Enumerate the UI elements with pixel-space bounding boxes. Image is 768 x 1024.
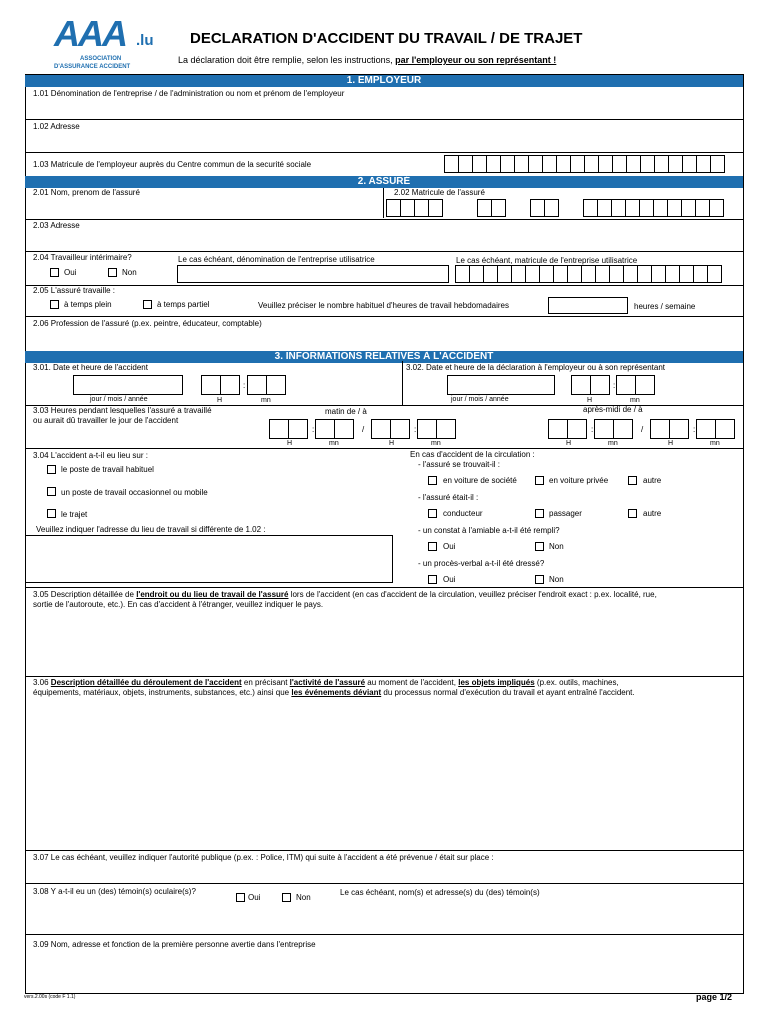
matricule-assure-cells-a[interactable] — [387, 199, 443, 217]
section-employeur-header: 1. EMPLOYEUR — [25, 75, 743, 87]
sep-colon-3: : — [312, 425, 315, 434]
field-2-03[interactable] — [26, 231, 742, 249]
label-se-trouvait: - l'assuré se trouvait-il : — [418, 460, 500, 469]
label-poste-occasionnel: un poste de travail occasionnel ou mobile — [61, 488, 208, 497]
label-3-06-line1 — [33, 678, 619, 687]
heure-accident-h[interactable] — [202, 375, 240, 395]
checkbox-conducteur[interactable] — [428, 509, 437, 518]
label-circulation: En cas d'accident de la circulation : — [410, 450, 535, 459]
apres-debut-h[interactable] — [549, 419, 587, 439]
checkbox-pv-oui[interactable] — [428, 575, 437, 584]
text-3-06-i: les événements déviant — [291, 688, 382, 697]
sep-slash-1: / — [362, 425, 365, 434]
label-3-04: 3.04 L'accident a-t-il eu lieu sur : — [33, 451, 148, 460]
apres-fin-mn[interactable] — [697, 419, 735, 439]
hint-h-5: H — [566, 440, 572, 447]
label-etait: - l'assuré était-il : — [418, 493, 479, 502]
field-3-09[interactable] — [26, 950, 742, 990]
label-autre-2: autre — [643, 509, 662, 518]
hint-jma: jour / mois / année — [90, 396, 148, 403]
hint-h-3: H — [287, 440, 293, 447]
checkbox-constat-non[interactable] — [535, 542, 544, 551]
text-3-06-c: en précisant — [241, 678, 290, 687]
logo-line1: ASSOCIATION — [80, 56, 122, 62]
checkbox-pv-non[interactable] — [535, 575, 544, 584]
sep-colon-6: : — [693, 425, 696, 434]
label-3-07: 3.07 Le cas échéant, veuillez indiquer l'autorité publique (p.ex. : Police, ITM) qui suite à l'accident a été prévenue / était sur place : — [33, 853, 494, 862]
text-3-06-f: les objets impliqués — [458, 678, 535, 687]
sep-colon-5: : — [591, 425, 594, 434]
hint-jma-2: jour / mois / année — [451, 396, 509, 403]
sep-colon: : — [243, 381, 246, 390]
label-conducteur: conducteur — [443, 509, 483, 518]
label-1-02: 1.02 Adresse — [33, 122, 80, 131]
label-poste-habituel: le poste de travail habituel — [61, 465, 154, 474]
field-entreprise-utilisatrice[interactable] — [177, 265, 449, 283]
section-accident-header: 3. INFORMATIONS RELATIVES À L'ACCIDENT — [25, 351, 743, 363]
field-date-declaration[interactable] — [447, 375, 555, 395]
hint-h-6: H — [668, 440, 674, 447]
label-temoins-noms: Le cas échéant, nom(s) et adresse(s) du (des) témoin(s) — [340, 888, 540, 897]
hint-mn-2: mn — [630, 397, 640, 404]
matin-debut-h[interactable] — [270, 419, 308, 439]
label-3-08: 3.08 Y a-t-il eu un (des) témoin(s) oculaire(s)? — [33, 887, 196, 896]
label-2-05: 2.05 L'assuré travaille : — [33, 286, 116, 295]
text-3-06-a: 3.06 — [33, 678, 51, 687]
label-2-01: 2.01 Nom, prenom de l'assuré — [33, 188, 140, 197]
label-temps-plein: à temps plein — [64, 300, 112, 309]
matin-debut-mn[interactable] — [316, 419, 354, 439]
label-pv-non: Non — [549, 575, 564, 584]
checkbox-autre-2[interactable] — [628, 509, 637, 518]
text-3-05-c: lors de l'accident (en cas d'accident de la circulation, veuillez préciser l'endroit exact : p.ex. localité, rue, — [288, 590, 657, 599]
version-label: vers.2.00s (code F 1.1) — [24, 994, 76, 1000]
checkbox-trajet[interactable] — [47, 509, 56, 518]
checkbox-voiture-societe[interactable] — [428, 476, 437, 485]
label-3-02: 3.02. Date et heure de la déclaration à l'employeur ou à son représentant — [406, 363, 666, 372]
label-matin: matin de / à — [325, 407, 367, 416]
label-voiture-societe: en voiture de société — [443, 476, 517, 485]
label-3-05-line1 — [33, 590, 657, 599]
field-2-01[interactable] — [26, 198, 381, 216]
label-2-02: 2.02 Matricule de l'assuré — [394, 188, 485, 197]
label-1-01: 1.01 Dénomination de l'entreprise / de l'administration ou nom et prénom de l'employeur — [33, 89, 345, 98]
apres-debut-mn[interactable] — [595, 419, 633, 439]
text-3-05-a: 3.05 Description détaillée de — [33, 590, 137, 599]
checkbox-constat-oui[interactable] — [428, 542, 437, 551]
hint-mn-3: mn — [329, 440, 339, 447]
label-temoin-non: Non — [296, 893, 311, 902]
checkbox-temps-partiel[interactable] — [143, 300, 152, 309]
field-temoins[interactable] — [336, 898, 742, 932]
label-3-06-line2 — [33, 688, 635, 697]
logo-line2: D'ASSURANCE ACCIDENT — [54, 64, 131, 70]
subtitle-emphasis: par l'employeur ou son représentant ! — [395, 55, 557, 65]
text-3-06-j: du processus normal d'exécution du travail et ayant entraîné l'accident. — [381, 688, 635, 697]
checkbox-interimaire-non[interactable] — [108, 268, 117, 277]
page-title: DECLARATION D'ACCIDENT DU TRAVAIL / DE TRAJET — [190, 30, 583, 47]
checkbox-voiture-privee[interactable] — [535, 476, 544, 485]
text-3-06-d: l'activité de l'assuré — [289, 678, 366, 687]
hint-mn-5: mn — [608, 440, 618, 447]
label-proces-verbal: - un procès-verbal a-t-il été dressé? — [418, 559, 545, 568]
label-3-03-b: ou aurait dû travailler le jour de l'accident — [33, 416, 179, 425]
text-3-06-b: Description détaillée du déroulement de l'accident — [50, 678, 242, 687]
matricule-assure-cells-d[interactable] — [584, 199, 724, 217]
checkbox-poste-occasionnel[interactable] — [47, 487, 56, 496]
section-assure-header: 2. ASSURÉ — [25, 176, 743, 188]
apres-fin-h[interactable] — [651, 419, 689, 439]
text-3-06-g: (p.ex. outils, machines, — [534, 678, 619, 687]
field-2-06[interactable] — [26, 329, 742, 349]
field-heures-semaine[interactable] — [548, 297, 628, 314]
label-autre-1: autre — [643, 476, 662, 485]
checkbox-interimaire-oui[interactable] — [50, 268, 59, 277]
page-subtitle — [178, 55, 556, 65]
field-1-01[interactable] — [26, 99, 742, 117]
heure-accident-mn[interactable] — [248, 375, 286, 395]
label-3-05-line2: sortie de l'autoroute, etc.). En cas d'accident à l'étranger, veuillez indiquer le pays. — [33, 600, 324, 609]
page-number: page 1/2 — [696, 992, 733, 1002]
matin-fin-h[interactable] — [372, 419, 410, 439]
field-date-accident[interactable] — [73, 375, 183, 395]
label-3-09: 3.09 Nom, adresse et fonction de la première personne avertie dans l'entreprise — [33, 940, 316, 949]
sep-slash-2: / — [641, 425, 644, 434]
label-2-04: 2.04 Travailleur intérimaire? — [33, 253, 132, 262]
hint-mn-6: mn — [710, 440, 720, 447]
label-2-03: 2.03 Adresse — [33, 221, 80, 230]
checkbox-poste-habituel[interactable] — [47, 465, 56, 474]
matin-fin-mn[interactable] — [418, 419, 456, 439]
hint-h-2: H — [587, 397, 593, 404]
label-2-04-entreprise: Le cas échéant, dénomination de l'entreprise utilisatrice — [178, 255, 375, 264]
hint-mn: mn — [261, 397, 271, 404]
text-3-05-b: l'endroit ou du lieu de travail de l'assuré — [136, 590, 289, 599]
logo — [54, 13, 174, 74]
logo-mark: AAA — [54, 13, 126, 54]
label-passager: passager — [549, 509, 582, 518]
field-3-05[interactable] — [26, 612, 742, 674]
field-3-07[interactable] — [26, 863, 742, 881]
label-3-01: 3.01. Date et heure de l'accident — [33, 363, 148, 372]
field-1-02[interactable] — [26, 132, 742, 150]
label-3-03-a: 3.03 Heures pendant lesquelles l'assuré a travaillé — [33, 406, 212, 415]
label-constat-non: Non — [549, 542, 564, 551]
label-constat-oui: Oui — [443, 542, 456, 551]
hint-mn-4: mn — [431, 440, 441, 447]
hint-h-4: H — [389, 440, 395, 447]
field-3-06[interactable] — [26, 700, 742, 848]
field-adresse-lieu[interactable] — [25, 535, 393, 583]
label-trajet: le trajet — [61, 510, 88, 519]
label-2-04-matricule: Le cas échéant, matricule de l'entreprise utilisatrice — [456, 256, 638, 265]
label-2-06: 2.06 Profession de l'assuré (p.ex. peintre, éducateur, comptable) — [33, 319, 262, 328]
matricule-assure-cells-b[interactable] — [478, 199, 506, 217]
label-temoin-oui: Oui — [248, 893, 261, 902]
logo-tld: .lu — [136, 32, 154, 49]
label-1-03: 1.03 Matricule de l'employeur auprès du Centre commun de la securité sociale — [33, 160, 312, 169]
matricule-utilisatrice-cells[interactable] — [456, 265, 722, 283]
label-voiture-privee: en voiture privée — [549, 476, 609, 485]
label-constat: - un constat à l'amiable a-t-il été rempli? — [418, 526, 560, 535]
label-temps-partiel: à temps partiel — [157, 300, 210, 309]
label-pv-oui: Oui — [443, 575, 456, 584]
checkbox-passager[interactable] — [535, 509, 544, 518]
heure-declaration-h[interactable] — [572, 375, 610, 395]
text-3-06-e: au moment de l'accident, — [365, 678, 459, 687]
heure-declaration-mn[interactable] — [617, 375, 655, 395]
checkbox-temoin-non[interactable] — [282, 893, 291, 902]
label-heures-question: Veuillez préciser le nombre habituel d'heures de travail hebdomadaires — [258, 301, 510, 310]
text-3-06-h: équipements, matériaux, objets, instruments, substances, etc.) ainsi que — [33, 688, 292, 697]
checkbox-temoin-oui[interactable] — [236, 893, 245, 902]
checkbox-autre-1[interactable] — [628, 476, 637, 485]
checkbox-temps-plein[interactable] — [50, 300, 59, 309]
sep-colon-2: : — [613, 381, 616, 390]
sep-colon-4: : — [414, 425, 417, 434]
matricule-employeur-cells[interactable] — [445, 155, 725, 173]
label-apres-midi: après-midi de / à — [583, 405, 643, 414]
label-oui: Oui — [64, 268, 77, 277]
hint-h: H — [217, 397, 223, 404]
subtitle-text: La déclaration doit être remplie, selon les instructions, — [178, 55, 396, 65]
matricule-assure-cells-c[interactable] — [531, 199, 559, 217]
label-non: Non — [122, 268, 137, 277]
label-heures-semaine: heures / semaine — [634, 302, 696, 311]
label-adresse-lieu: Veuillez indiquer l'adresse du lieu de travail si différente de 1.02 : — [36, 525, 266, 534]
